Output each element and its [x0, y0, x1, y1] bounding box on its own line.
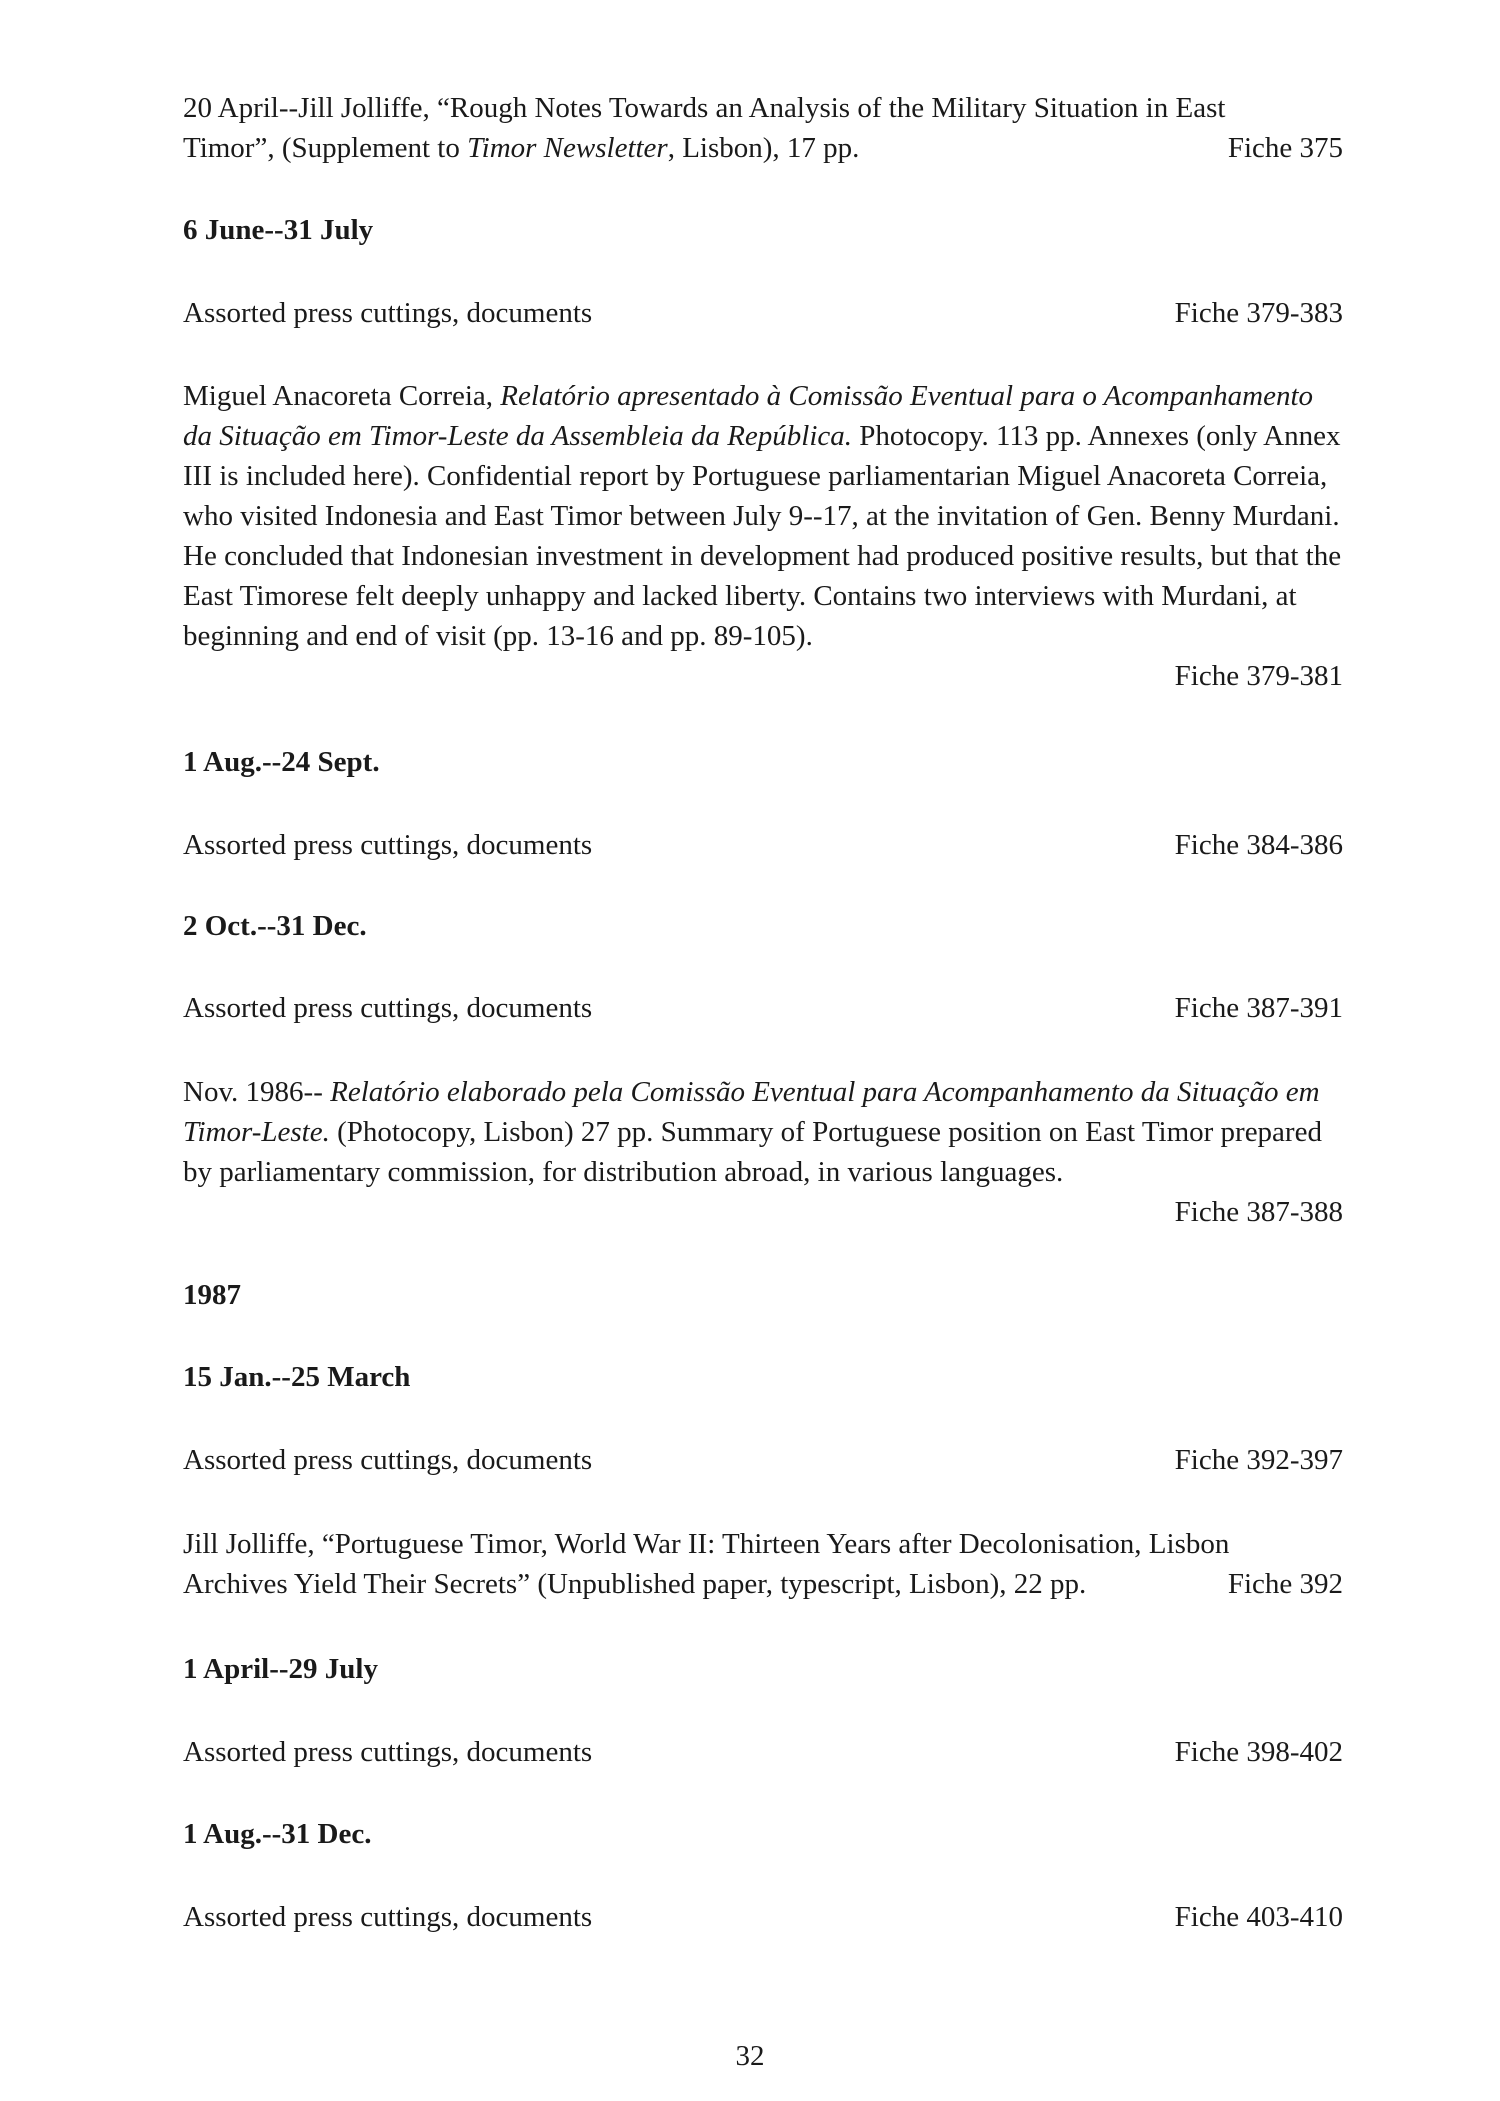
- entry-line: Jill Jolliffe, “Portuguese Timor, World War II: Thirteen Years after Decolonisation, Lisbon: [183, 1528, 1230, 1560]
- fiche-ref: Fiche 392-397: [1174, 1444, 1343, 1476]
- assorted-label: Assorted press cuttings, documents: [183, 1901, 593, 1933]
- fiche-ref: Fiche 375: [1227, 132, 1343, 164]
- section-heading: 15 Jan.--25 March: [183, 1361, 411, 1393]
- section-heading: 1 Aug.--24 Sept.: [183, 746, 380, 778]
- fiche-ref: Fiche 384-386: [1174, 829, 1343, 861]
- assorted-label: Assorted press cuttings, documents: [183, 992, 593, 1024]
- fiche-ref: Fiche 379-381: [1174, 660, 1343, 692]
- assorted-row: [183, 293, 1343, 333]
- citation-text: Miguel Anacoreta Correia,: [183, 380, 501, 412]
- citation-title: Timor Newsletter: [467, 132, 668, 164]
- assorted-row: [183, 1440, 1343, 1480]
- assorted-row: [183, 1897, 1343, 1937]
- assorted-row: [183, 825, 1343, 865]
- section-heading: 1 Aug.--31 Dec.: [183, 1818, 372, 1850]
- entry-paragraph: [183, 376, 1343, 656]
- section-heading: 1 April--29 July: [183, 1653, 378, 1685]
- citation-text: Nov. 1986--: [183, 1076, 331, 1108]
- assorted-label: Assorted press cuttings, documents: [183, 1444, 593, 1476]
- assorted-label: Assorted press cuttings, documents: [183, 829, 593, 861]
- citation-title: Relatório elaborado pela Comissão Eventual para Acompanhamento da Situação em Timor-Leste.: [183, 1076, 1320, 1148]
- assorted-row: [183, 1732, 1343, 1772]
- assorted-label: Assorted press cuttings, documents: [183, 297, 593, 329]
- assorted-label: Assorted press cuttings, documents: [183, 1736, 593, 1768]
- section-heading: 2 Oct.--31 Dec.: [183, 910, 367, 942]
- citation-text: (Photocopy, Lisbon) 27 pp. Summary of Portuguese position on East Timor prepared by parliamentary commission, for distribution abroad, in various languages.: [183, 1116, 1322, 1188]
- entry-line: 20 April--Jill Jolliffe, “Rough Notes Towards an Analysis of the Military Situation in East: [183, 92, 1226, 124]
- entry-paragraph: [183, 1072, 1343, 1192]
- page-number: 32: [735, 2040, 765, 2072]
- entry-commission-report: [183, 1072, 1343, 1232]
- fiche-ref: Fiche 392: [1227, 1568, 1343, 1600]
- fiche-ref: Fiche 379-383: [1174, 297, 1343, 329]
- year-heading: 1987: [183, 1279, 241, 1311]
- entry-citation: [183, 128, 859, 168]
- fiche-ref: Fiche 387-391: [1174, 992, 1343, 1024]
- assorted-row: [183, 988, 1343, 1028]
- section-heading: 6 June--31 July: [183, 214, 374, 246]
- citation-text: , Lisbon), 17 pp.: [667, 132, 860, 164]
- fiche-ref: Fiche 387-388: [1174, 1196, 1343, 1228]
- citation-title: Relatório apresentado à Comissão Eventual para o Acompanhamento da Situação em Timor-Leste da Assembleia da República.: [183, 380, 1314, 452]
- entry-jolliffe-1987: [183, 1524, 1343, 1604]
- entry-line: [183, 1564, 1343, 1604]
- entry-correia-report: [183, 376, 1343, 696]
- fiche-ref: Fiche 403-410: [1174, 1901, 1343, 1933]
- entry-line: [183, 128, 1343, 168]
- citation-text: Archives Yield Their Secrets” (Unpublished paper, typescript, Lisbon), 22 pp.: [183, 1568, 1087, 1600]
- citation-text: Timor”, (Supplement to: [183, 132, 468, 164]
- entry-jolliffe-1985: [183, 88, 1343, 168]
- fiche-ref: Fiche 398-402: [1174, 1736, 1343, 1768]
- citation-text: Photocopy. 113 pp. Annexes (only Annex III is included here). Confidential report by Portuguese parliamentarian Miguel Anacoreta Correia, who visited Indonesia and East Timor between July 9--17, at the invitation of Gen. Benny Murdani. He concluded that Indonesian investment in development had produced positive results, but that the East Timorese felt deeply unhappy and lacked liberty. Contains two interviews with Murdani, at beginning and end of visit (pp. 13-16 and pp. 89-105).: [183, 420, 1342, 652]
